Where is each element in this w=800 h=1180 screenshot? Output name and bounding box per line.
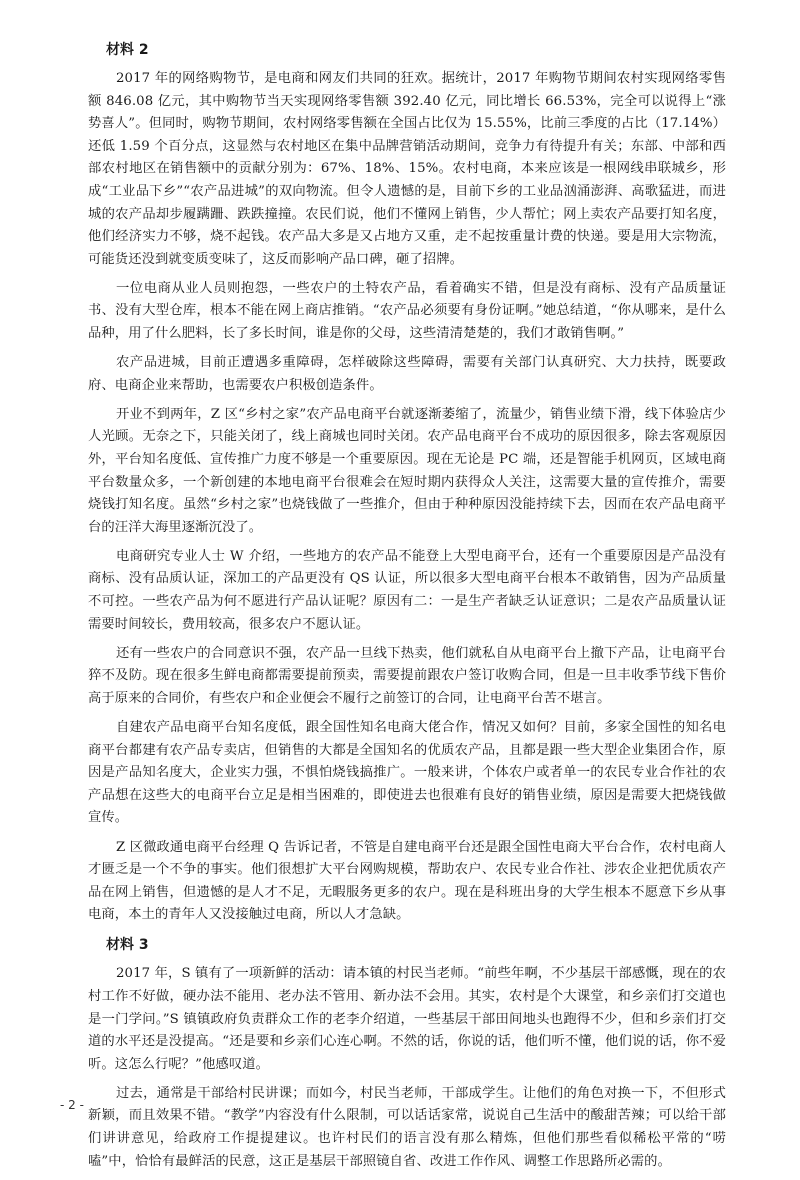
paragraph: 开业不到两年，Z 区“乡村之家”农产品电商平台就逐渐萎缩了，流量少，销售业绩下滑，线下体验店少人光顾。无奈之下，只能关闭了，线上商城也同时关闭。农产品电商平台不成功的原因很多，除去客观原因外，平台知名度低、宣传推广力度不够是一个重要原因。现在无论是 PC 端，还是智能手机网页，区域电商平台数量众多，一个新创建的本地电商平台很难会在短时期内获得众人关注，这需要大量的宣传推介，需要烧钱打知名度。虽然“乡村之家”也烧钱做了一些推介，但由于种种原因没能持续下去，因而在农产品电商平台的汪洋大海里逐渐沉没了。	[88, 406, 726, 535]
paragraph: 农产品进城，目前正遭遇多重障碍，怎样破除这些障碍，需要有关部门认真研究、大力扶持，既要政府、电商企业来帮助，也需要农户积极创造条件。	[88, 355, 726, 393]
document-page	[88, 38, 726, 1180]
section-material-3	[88, 933, 726, 1173]
paragraph: 电商研究专业人士 W 介绍，一些地方的农产品不能登上大型电商平台，还有一个重要原因是产品没有商标、没有品质认证，深加工的产品更没有 QS 认证，所以很多大型电商平台根本不敢销售，因为产品质量不可控。一些农产品为何不愿进行产品认证呢？原因有二：一是生产者缺乏认证意识；二是农产品质量认证需要时间较长，费用较高，很多农户不愿认证。	[88, 548, 726, 632]
section-material-2	[88, 38, 726, 927]
paragraph: 还有一些农户的合同意识不强，农产品一旦线下热卖，他们就私自从电商平台上撤下产品，让电商平台猝不及防。现在很多生鲜电商都需要提前预卖，需要提前跟农户签订收购合同，但是一旦丰收季节线下售价高于原来的合同价，有些农户和企业便会不履行之前签订的合同，让电商平台苦不堪言。	[88, 645, 726, 706]
paragraph: 过去，通常是干部给村民讲课；而如今，村民当老师，干部成学生。让他们的角色对换一下，不但形式新颖，而且效果不错。“教学”内容没有什么限制，可以话话家常，说说自己生活中的酸甜苦辣；可以给干部们讲讲意见，给政府工作提提建议。也许村民们的语言没有那么精炼，但他们那些看似稀松平常的“唠嗑”中，恰恰有最鲜活的民意，这正是基层干部照镜自省、改进工作作风、调整工作思路所必需的。	[88, 1085, 726, 1169]
paragraph: 自建农产品电商平台知名度低，跟全国性知名电商大佬合作，情况又如何？目前，多家全国性的知名电商平台都建有农产品专卖店，但销售的大都是全国知名的优质农产品，且都是跟一些大型企业集团合作，原因是产品知名度大，企业实力强，不惧怕烧钱搞推广。一般来讲，个体农户或者单一的农民专业合作社的农产品想在这些大的电商平台立足是相当困难的，即使进去也很难有良好的销售业绩，原因是需要大把烧钱做宣传。	[88, 720, 726, 826]
paragraph: Z 区微政通电商平台经理 Q 告诉记者，不管是自建电商平台还是跟全国性电商大平台合作，农村电商人才匮乏是一个不争的事实。他们很想扩大平台网购规模，帮助农户、农民专业合作社、涉农企业把优质农产品在网上销售，但遗憾的是人才不足，无暇服务更多的农户。现在是科班出身的大学生根本不愿意下乡从事电商，本土的青年人又没接触过电商，所以人才急缺。	[88, 839, 726, 923]
section-heading: 材料 2	[106, 42, 149, 58]
page-number: - 2 -	[60, 1098, 84, 1112]
paragraph: 一位电商从业人员则抱怨，一些农户的土特农产品，看着确实不错，但是没有商标、没有产品质量证书、没有大型仓库，根本不能在网上商店推销。“农产品必须要有身份证啊。”她总结道，“你从哪来，是什么品种，用了什么肥料，长了多长时间，谁是你的父母，这些清清楚楚的，我们才敢销售啊。”	[88, 280, 726, 342]
paragraph: 2017 年，S 镇有了一项新鲜的活动：请本镇的村民当老师。“前些年啊，不少基层干部感慨，现在的农村工作不好做，硬办法不能用、老办法不管用、新办法不会用。其实，农村是个大课堂，和乡亲们打交道也是一门学问。”S 镇镇政府负责群众工作的老李介绍道，一些基层干部田间地头也跑得不少，但和乡亲们打交道的水平还是没提高。“还是要和乡亲们心连心啊。不然的话，你说的话，他们听不懂，他们说的话，你不爱听。这怎么行呢？”他感叹道。	[88, 966, 726, 1072]
paragraph: 2017 年的网络购物节，是电商和网友们共同的狂欢。据统计，2017 年购物节期间农村实现网络零售额 846.08 亿元，其中购物节当天实现网络零售额 392.40 亿元，同比增长 66.53%，完全可以说得上“涨势喜人”。但同时，购物节期间，农村网络零售额在全国占比仅为 15.55%，比前三季度的占比（17.14%）还低 1.59 个百分点，这显然与农村地区在集中品牌营销活动期间，竞争力有待提升有关；东部、中部和西部农村地区在销售额中的贡献分别为：67%、18%、15%。农村电商，本来应该是一根网线串联城乡，形成“工业品下乡”“农产品进城”的双向物流。但令人遗憾的是，目前下乡的工业品汹涌澎湃、高歌猛进，而进城的农产品却步履蹒跚、跌跌撞撞。农民们说，他们不懂网上销售，少人帮忙；网上卖农产品要打知名度，他们经济实力不够，烧不起钱。农产品大多是又占地方又重，走不起按重量计费的快递。要是用大宗物流，可能货还没到就变质变味了，这反而影响产品口碑，砸了招牌。	[88, 71, 726, 267]
section-heading: 材料 3	[106, 937, 149, 954]
